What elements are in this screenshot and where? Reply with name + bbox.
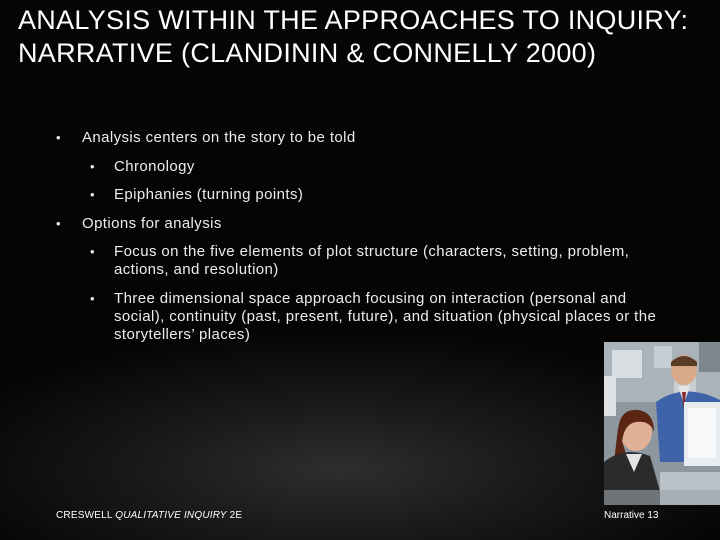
bullet-dot: •	[90, 244, 95, 259]
bullet-dot: •	[56, 130, 61, 145]
bullet-dot: •	[90, 291, 95, 306]
sub-bullet-item	[90, 158, 674, 176]
bullet-text: Options for analysis	[82, 215, 222, 232]
bullet-item	[56, 215, 642, 233]
footer-book-title: QUALITATIVE INQUIRY	[115, 510, 227, 521]
bullet-dot: •	[56, 216, 61, 231]
sub-bullet-item	[90, 243, 654, 279]
sub-bullet-text: Focus on the five elements of plot structure (characters, setting, problem, actions, and resolution)	[114, 243, 630, 278]
slide-title: ANALYSIS WITHIN THE APPROACHES TO INQUIRY: NARRATIVE (CLANDININ & CONNELLY 2000)	[18, 5, 689, 68]
photo-illustration	[604, 342, 720, 505]
footer-citation	[56, 510, 242, 521]
bullet-text: Analysis centers on the story to be told	[82, 129, 356, 146]
bullet-item	[56, 129, 642, 147]
office-people-photo	[604, 342, 720, 505]
sub-bullet-text: Three dimensional space approach focusing on interaction (personal and social), continuity (past, present, future), and situation (physical places or the storytellers’ places)	[114, 290, 657, 343]
sub-bullet-text: Epiphanies (turning points)	[114, 186, 304, 203]
sub-bullet-text: Chronology	[114, 158, 195, 175]
footer-edition: 2E	[229, 510, 243, 521]
footer-author: CRESWELL	[56, 510, 113, 521]
bullet-dot: •	[90, 187, 95, 202]
bullet-dot: •	[90, 159, 95, 174]
sub-bullet-item	[90, 290, 664, 344]
sub-bullet-item	[90, 186, 674, 204]
slide-number: Narrative 13	[604, 510, 659, 521]
